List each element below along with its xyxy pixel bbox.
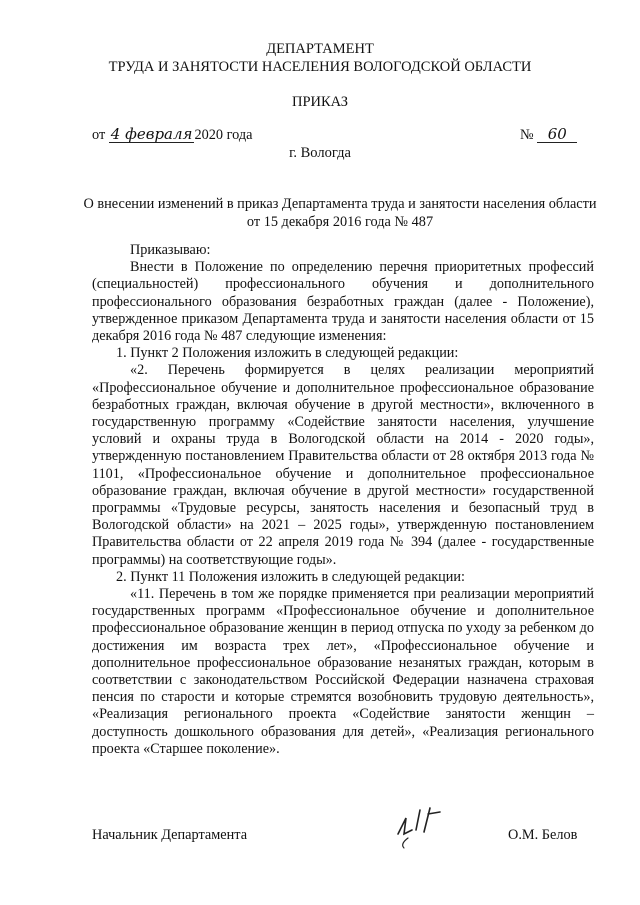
department-title-line2: ТРУДА И ЗАНЯТОСТИ НАСЕЛЕНИЯ ВОЛОГОДСКОЙ ОБЛАСТИ [108,59,532,75]
date-prefix: от [92,127,106,143]
document-title: О внесении изменений в приказ Департамента труда и занятости населения области от 15 декабря 2016 года № 487 [83,196,597,230]
item-2: 2. Пункт 11 Положения изложить в следующей редакции: [116,568,465,585]
quote-item-2: «2. Перечень формируется в целях реализации мероприятий «Профессиональное обучение и дополнительное профессиональное образование безработных граждан, включая обучение в другой местности», включенного в государственную программу «Содействие занятости населения, улучшение условий и охраны труда в Вологодской области на 2014 - 2020 годы», утвержденную постановлением Правительства области от 28 октября 2013 года № 1101, «Профессиональное обучение и дополнительное профессиональное образование граждан, включая обучение в другой местности» государственной программы «Трудовые ресурсы, занятость населения и безопасный труд в Вологодской области» на 2021 – 2025 годы», утвержденную постановлением Правительства области от 22 апреля 2019 года № 394 (далее - государственные программы) на соответствующие годы». [92,362,594,568]
handwritten-signature-icon [390,800,470,850]
paragraph-intro: Внести в Положение по определению перечня приоритетных профессий (специальностей) профессионального обучения и дополнительного профессионального образования безработных граждан (далее - Положение), утвержденное приказом Департамента труда и занятости населения области от 15 декабря 2016 года № 487 следующие изменения: [92,259,594,345]
signature-name: О.М. Белов [508,827,578,843]
date-line [92,126,253,144]
department-title-line1: ДЕПАРТАМЕНТ [266,41,374,57]
item-1: 1. Пункт 2 Положения изложить в следующей редакции: [116,345,459,362]
document-type: ПРИКАЗ [291,94,349,110]
handwritten-number: 60 [537,126,577,143]
order-number [520,126,577,144]
order-word: Приказываю: [130,242,211,258]
document-body [92,242,594,758]
handwritten-date: 4 февраля [110,125,193,143]
quote-item-11: «11. Перечень в том же порядке применяется при реализации мероприятий государственных программ «Профессиональное обучение и дополнительное профессиональное образование женщин в период отпуска по уходу за ребенком до достижения им возраста трех лет», «Профессиональное обучение и дополнительное профессиональное образование незанятых граждан, которым в соответствии с законодательством Российской Федерации назначена страховая пенсия по старости и которые стремятся возобновить трудовую деятельность», «Реализация регионального проекта «Содействие занятости женщин – доступность дошкольного образования для детей», «Реализация регионального проекта «Старшее поколение». [92,586,594,757]
signature-position: Начальник Департамента [92,827,248,843]
city: г. Вологда [289,145,351,161]
date-year: 2020 года [194,127,253,143]
number-prefix: № [520,127,534,143]
